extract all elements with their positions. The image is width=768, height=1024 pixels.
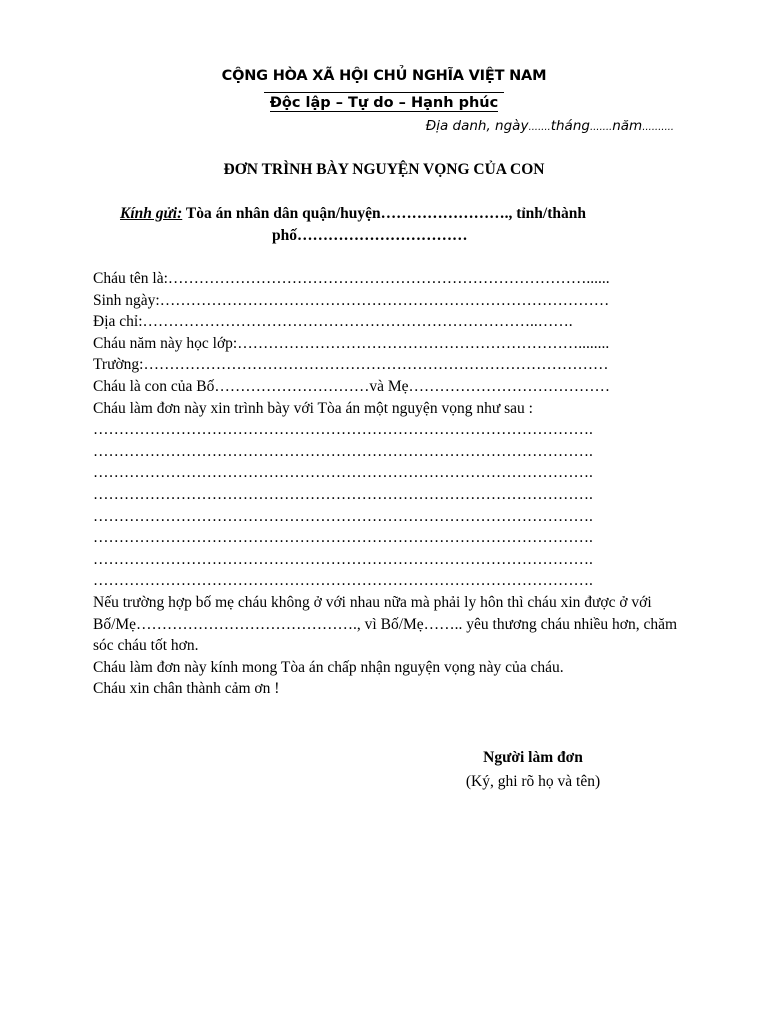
document-title: ĐƠN TRÌNH BÀY NGUYỆN VỌNG CỦA CON — [223, 161, 545, 178]
place-date-month-dots: ....... — [589, 122, 613, 133]
recipient-label: Kính gửi: — [120, 205, 183, 222]
field-parents: Cháu là con của Bố…………………………và Mẹ………………………………… — [93, 377, 611, 395]
blank-line: ……………………………………………………………………………………. — [93, 529, 593, 547]
national-motto — [0, 95, 768, 111]
field-school: Trường:……………………………………………………………………………… — [93, 356, 609, 374]
national-title-rule — [264, 92, 504, 93]
place-date-day-dots: ....... — [528, 122, 551, 133]
field-address: Địa chỉ:…………………………………………………………………..……. — [93, 313, 573, 331]
field-wish-intro: Cháu làm đơn này xin trình bày với Tòa án một nguyện vọng như sau : — [93, 399, 533, 417]
signer-hint: (Ký, ghi rõ họ và tên) — [465, 773, 601, 790]
field-birth-date: Sinh ngày:…………………………………………………………………………… — [93, 291, 610, 309]
recipient-block — [120, 203, 680, 247]
blank-line: ……………………………………………………………………………………. — [93, 442, 593, 460]
place-date-label: Địa danh, ngày — [425, 118, 529, 134]
signer-role: Người làm đơn — [483, 749, 583, 766]
place-date-line — [426, 118, 674, 134]
paragraph-thanks: Cháu xin chân thành cảm ơn ! — [93, 680, 280, 698]
national-title: CỘNG HÒA XÃ HỘI CHỦ NGHĨA VIỆT NAM — [221, 68, 547, 84]
field-child-name: Cháu tên là:………………………………………………………………………...... — [93, 270, 610, 287]
blank-line: ……………………………………………………………………………………. — [93, 485, 593, 503]
place-date-year-dots: .......... — [642, 122, 674, 133]
paragraph-request: Cháu làm đơn này kính mong Tòa án chấp nhận nguyện vọng này của cháu. — [93, 658, 564, 676]
paragraph-custody-wish: Nếu trường hợp bố mẹ cháu không ở với nhau nữa mà phải ly hôn thì cháu xin được ở với Bố/Mẹ……………………………………., vì Bố/Mẹ…….. yêu thương cháu nhiều hơn, chăm sóc cháu tốt hơn. — [93, 593, 678, 655]
field-school-grade: Cháu năm này học lớp:…………………………………………………………........ — [93, 334, 610, 352]
signature-block — [410, 746, 656, 794]
form-body — [93, 268, 678, 700]
blank-line: ……………………………………………………………………………………. — [93, 464, 593, 482]
blank-line: ……………………………………………………………………………………. — [93, 550, 593, 568]
national-motto-text: Độc lập – Tự do – Hạnh phúc — [269, 95, 499, 111]
recipient-line-1: Tòa án nhân dân quận/huyện……………………., tỉnh/thành — [182, 205, 586, 222]
blank-line: ……………………………………………………………………………………. — [93, 572, 593, 590]
place-date-month-label: tháng — [550, 118, 590, 134]
blank-line: ……………………………………………………………………………………. — [93, 507, 593, 525]
place-date-year-label: năm — [612, 118, 643, 134]
recipient-line-2: phố…………………………… — [272, 227, 468, 244]
blank-line: ……………………………………………………………………………………. — [93, 421, 593, 439]
